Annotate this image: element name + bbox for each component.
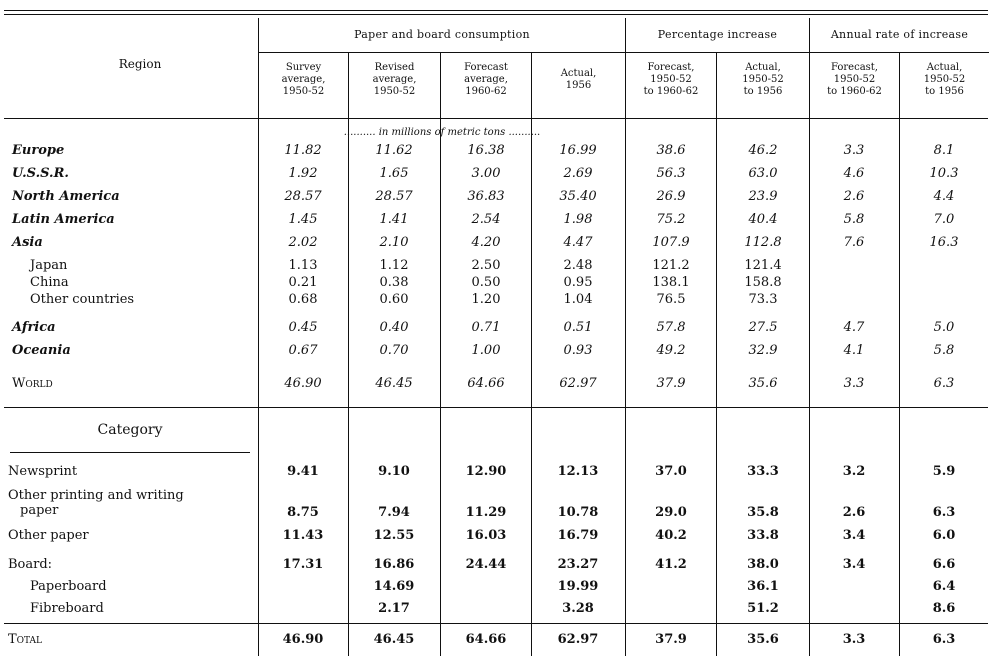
- total-rule: [4, 623, 988, 624]
- table-cell: 6.6: [932, 557, 956, 572]
- table-cell: 2.50: [471, 258, 501, 273]
- table-cell: 64.66: [467, 376, 505, 391]
- table-cell: 62.97: [559, 376, 597, 391]
- region-label: Latin America: [12, 212, 115, 227]
- table-cell: 107.9: [652, 235, 690, 250]
- table-cell: 16.38: [467, 143, 505, 158]
- percentage-group-header: Percentage increase: [657, 28, 778, 41]
- col-sep-6: [716, 52, 717, 656]
- table-cell: 41.2: [655, 557, 687, 572]
- table-cell: 3.00: [471, 166, 501, 181]
- subregion-label: China: [30, 275, 69, 290]
- col-header-forecast: Forecast average, 1960-62: [464, 62, 508, 97]
- header-group-rule: [259, 52, 989, 53]
- col-header-actual: Actual, 1956: [560, 68, 597, 91]
- table-cell: 14.69: [373, 579, 415, 594]
- col-header-revised: Revised average, 1950-52: [372, 62, 417, 97]
- table-cell: 11.43: [282, 528, 324, 543]
- region-label: Oceania: [12, 343, 71, 358]
- table-cell: 76.5: [656, 292, 686, 307]
- table-cell: 33.8: [747, 528, 779, 543]
- table-cell: 10.78: [557, 505, 599, 520]
- table-cell: 56.3: [656, 166, 686, 181]
- table-cell: 6.3: [932, 505, 956, 520]
- table-cell: 27.5: [748, 320, 778, 335]
- table-cell: 28.57: [375, 189, 413, 204]
- table-cell: 46.90: [282, 632, 324, 647]
- table-cell: 0.45: [288, 320, 318, 335]
- table-cell: 19.99: [557, 579, 599, 594]
- table-cell: 28.57: [284, 189, 322, 204]
- table-cell: 46.45: [373, 632, 415, 647]
- table-cell: 3.3: [842, 632, 866, 647]
- world-label: World: [12, 376, 53, 391]
- table-cell: 12.55: [373, 528, 415, 543]
- table-cell: 37.9: [655, 632, 687, 647]
- table-cell: 121.4: [744, 258, 782, 273]
- table-cell: 4.6: [843, 166, 865, 181]
- table-cell: 0.21: [288, 275, 318, 290]
- col-header-rate-forecast: Forecast, 1950-52 to 1960-62: [827, 62, 882, 97]
- table-cell: 1.04: [563, 292, 593, 307]
- table-cell: 3.3: [843, 143, 865, 158]
- region-label: North America: [12, 189, 120, 204]
- table-cell: 0.51: [563, 320, 593, 335]
- table-cell: 5.8: [933, 343, 955, 358]
- total-label: Total: [8, 632, 43, 647]
- table-cell: 46.2: [748, 143, 778, 158]
- table-cell: 12.90: [465, 464, 507, 479]
- table-cell: 36.83: [467, 189, 505, 204]
- table-cell: 23.27: [557, 557, 599, 572]
- table-cell: 38.6: [656, 143, 686, 158]
- table-cell: 9.10: [378, 464, 410, 479]
- table-cell: 4.47: [563, 235, 593, 250]
- col-header-pct-forecast: Forecast, 1950-52 to 1960-62: [643, 62, 699, 97]
- table-cell: 6.3: [933, 376, 955, 391]
- table-cell: 5.0: [933, 320, 955, 335]
- board-sub-label: Paperboard: [30, 579, 107, 594]
- table-cell: 2.10: [379, 235, 409, 250]
- consumption-group-header: Paper and board consumption: [354, 28, 530, 41]
- table-cell: 5.8: [843, 212, 865, 227]
- table-cell: 158.8: [744, 275, 782, 290]
- table-cell: 16.86: [373, 557, 415, 572]
- region-label: Europe: [12, 143, 65, 158]
- top-rule: [4, 10, 988, 11]
- table-cell: 11.29: [465, 505, 507, 520]
- table-cell: 64.66: [465, 632, 507, 647]
- annual-group-header: Annual rate of increase: [830, 28, 969, 41]
- table-cell: 36.1: [747, 579, 779, 594]
- table-cell: 1.00: [471, 343, 501, 358]
- table-cell: 138.1: [652, 275, 690, 290]
- table-cell: 0.38: [379, 275, 409, 290]
- table-cell: 1.98: [563, 212, 593, 227]
- top-rule-2: [4, 14, 988, 15]
- region-header: Region: [118, 57, 162, 71]
- header-bottom-rule: [4, 118, 988, 119]
- category-label: Newsprint: [8, 464, 78, 479]
- category-label-cont: paper: [20, 503, 59, 518]
- table-cell: 49.2: [656, 343, 686, 358]
- region-label: Africa: [12, 320, 56, 335]
- table-cell: 35.6: [747, 632, 779, 647]
- table-cell: 38.0: [747, 557, 779, 572]
- region-label: U.S.S.R.: [12, 166, 69, 181]
- table-cell: 3.3: [843, 376, 865, 391]
- table-cell: 35.40: [559, 189, 597, 204]
- table-cell: 4.4: [933, 189, 955, 204]
- table-cell: 0.70: [379, 343, 409, 358]
- table-cell: 75.2: [656, 212, 686, 227]
- table-cell: 10.3: [929, 166, 959, 181]
- table-cell: 6.3: [932, 632, 956, 647]
- category-header: Category: [97, 422, 163, 438]
- table-cell: 35.8: [747, 505, 779, 520]
- table-cell: 4.20: [471, 235, 501, 250]
- table-cell: 37.0: [655, 464, 687, 479]
- table-cell: 37.9: [656, 376, 686, 391]
- table-cell: 1.45: [288, 212, 318, 227]
- table-cell: 2.54: [471, 212, 501, 227]
- table-cell: 3.28: [562, 601, 594, 616]
- category-underline: [10, 452, 250, 453]
- table-cell: 63.0: [748, 166, 778, 181]
- table-cell: 16.79: [557, 528, 599, 543]
- col-header-pct-actual: Actual, 1950-52 to 1956: [742, 62, 784, 97]
- table-cell: 0.93: [563, 343, 593, 358]
- table-cell: 3.4: [842, 557, 866, 572]
- table-cell: 6.4: [932, 579, 956, 594]
- table-cell: 4.7: [843, 320, 865, 335]
- table-cell: 8.75: [287, 505, 319, 520]
- table-cell: 29.0: [655, 505, 687, 520]
- col-header-survey: Survey average, 1950-52: [281, 62, 326, 97]
- table-cell: 2.6: [843, 189, 865, 204]
- table-cell: 112.8: [744, 235, 782, 250]
- table-cell: 1.20: [471, 292, 501, 307]
- table-cell: 1.65: [379, 166, 409, 181]
- category-label: Other paper: [8, 528, 89, 543]
- col-header-rate-actual: Actual, 1950-52 to 1956: [923, 62, 966, 97]
- table-cell: 7.94: [378, 505, 410, 520]
- table-cell: 1.41: [379, 212, 409, 227]
- table-cell: 24.44: [465, 557, 507, 572]
- table-cell: 16.03: [465, 528, 507, 543]
- table-cell: 62.97: [557, 632, 599, 647]
- category-label: Board:: [8, 557, 53, 572]
- table-cell: 2.17: [378, 601, 410, 616]
- table-cell: 11.82: [284, 143, 322, 158]
- table-cell: 46.45: [375, 376, 413, 391]
- table-cell: 3.4: [842, 528, 866, 543]
- table-cell: 0.71: [471, 320, 501, 335]
- units-note: .......... in millions of metric tons ..........: [343, 127, 541, 138]
- table-cell: 2.6: [842, 505, 866, 520]
- table-cell: 9.41: [287, 464, 319, 479]
- category-label: Other printing and writing: [8, 488, 184, 503]
- board-sub-label: Fibreboard: [30, 601, 104, 616]
- table-cell: 0.60: [379, 292, 409, 307]
- table-cell: 40.4: [748, 212, 778, 227]
- table-cell: 8.6: [932, 601, 956, 616]
- table-cell: 51.2: [747, 601, 779, 616]
- table-cell: 1.12: [379, 258, 409, 273]
- table-cell: 0.40: [379, 320, 409, 335]
- table-cell: 0.95: [563, 275, 593, 290]
- table-cell: 3.2: [842, 464, 866, 479]
- table-cell: 57.8: [656, 320, 686, 335]
- table-cell: 33.3: [747, 464, 779, 479]
- table-cell: 32.9: [748, 343, 778, 358]
- table-cell: 7.6: [843, 235, 865, 250]
- table-cell: 5.9: [932, 464, 956, 479]
- table-cell: 2.48: [563, 258, 593, 273]
- table-cell: 0.68: [288, 292, 318, 307]
- table-cell: 1.13: [288, 258, 318, 273]
- table-cell: 40.2: [655, 528, 687, 543]
- table-cell: 11.62: [375, 143, 413, 158]
- table-cell: 16.3: [929, 235, 959, 250]
- subregion-label: Japan: [30, 258, 68, 273]
- table-cell: 121.2: [652, 258, 690, 273]
- table-cell: 4.1: [843, 343, 865, 358]
- table-cell: 6.0: [932, 528, 956, 543]
- col-sep-4: [531, 52, 532, 656]
- table-cell: 73.3: [748, 292, 778, 307]
- table-cell: 0.67: [288, 343, 318, 358]
- table-cell: 12.13: [557, 464, 599, 479]
- table-cell: 26.9: [656, 189, 686, 204]
- table-cell: 1.92: [288, 166, 318, 181]
- table-cell: 23.9: [748, 189, 778, 204]
- table-cell: 46.90: [284, 376, 322, 391]
- table-cell: 7.0: [933, 212, 955, 227]
- region-label: Asia: [12, 235, 43, 250]
- table-cell: 17.31: [282, 557, 324, 572]
- subregion-label: Other countries: [30, 292, 135, 307]
- table-cell: 0.50: [471, 275, 501, 290]
- table-cell: 16.99: [559, 143, 597, 158]
- table-cell: 35.6: [748, 376, 778, 391]
- table-cell: 2.69: [563, 166, 593, 181]
- table-cell: 8.1: [933, 143, 955, 158]
- section-rule: [4, 407, 988, 408]
- table-cell: 2.02: [288, 235, 318, 250]
